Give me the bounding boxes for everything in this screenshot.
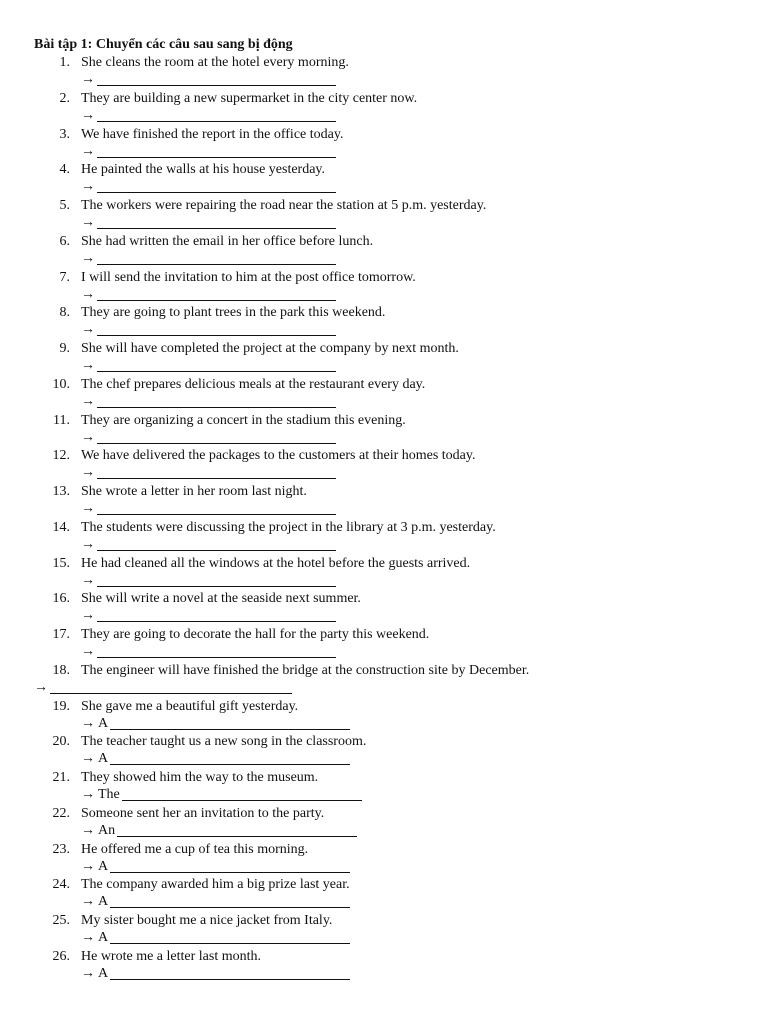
exercise-item bbox=[0, 520, 768, 556]
arrow-icon: → bbox=[81, 107, 95, 123]
answer-prefix: The bbox=[98, 787, 120, 802]
answer-line bbox=[81, 573, 336, 591]
answer-prefix: A bbox=[98, 965, 109, 981]
answer-blank[interactable] bbox=[97, 287, 336, 301]
answer-blank[interactable] bbox=[110, 716, 350, 730]
worksheet-title: Bài tập 1: Chuyển các câu sau sang bị động bbox=[34, 37, 293, 52]
exercise-item bbox=[0, 949, 768, 985]
exercise-item bbox=[0, 341, 768, 377]
arrow-icon: → bbox=[81, 429, 95, 445]
exercise-item bbox=[0, 699, 768, 735]
arrow-icon: → bbox=[81, 715, 95, 731]
item-number: 21. bbox=[52, 770, 70, 785]
item-sentence: The workers were repairing the road near the station at 5 p.m. yesterday. bbox=[81, 198, 487, 213]
arrow-icon: → bbox=[81, 322, 95, 338]
answer-blank[interactable] bbox=[97, 144, 336, 158]
exercise-item bbox=[0, 448, 768, 484]
exercise-item bbox=[0, 270, 768, 306]
answer-blank[interactable] bbox=[97, 608, 336, 622]
arrow-icon: → bbox=[81, 787, 95, 802]
arrow-icon: → bbox=[81, 572, 95, 588]
item-sentence: They are going to decorate the hall for the party this weekend. bbox=[81, 627, 430, 642]
answer-blank[interactable] bbox=[97, 358, 336, 372]
exercise-item bbox=[0, 162, 768, 198]
item-number: 22. bbox=[52, 805, 70, 821]
arrow-icon: → bbox=[81, 393, 95, 409]
answer-line bbox=[81, 144, 336, 162]
exercise-item bbox=[0, 305, 768, 341]
item-number: 25. bbox=[52, 913, 70, 928]
exercise-item bbox=[0, 842, 768, 878]
item-sentence: He offered me a cup of tea this morning. bbox=[81, 841, 309, 857]
answer-blank[interactable] bbox=[117, 823, 357, 837]
item-sentence: He wrote me a letter last month. bbox=[81, 948, 261, 964]
item-number: 2. bbox=[59, 90, 70, 106]
item-number: 13. bbox=[52, 484, 70, 499]
arrow-icon: → bbox=[81, 358, 95, 373]
arrow-icon: → bbox=[81, 608, 95, 624]
item-number: 6. bbox=[59, 233, 70, 249]
answer-line bbox=[81, 287, 336, 305]
arrow-icon: → bbox=[81, 930, 95, 945]
item-number: 20. bbox=[52, 734, 70, 750]
item-sentence: They are building a new supermarket in the city center now. bbox=[81, 90, 418, 106]
arrow-icon: → bbox=[81, 72, 95, 87]
answer-blank[interactable] bbox=[97, 322, 336, 336]
item-sentence: She cleans the room at the hotel every morning. bbox=[81, 55, 349, 70]
answer-line bbox=[81, 322, 336, 340]
arrow-icon: → bbox=[81, 822, 95, 838]
answer-blank[interactable] bbox=[97, 465, 336, 479]
item-number: 9. bbox=[59, 341, 70, 356]
item-number: 23. bbox=[52, 841, 70, 857]
item-sentence: Someone sent her an invitation to the party. bbox=[81, 805, 325, 821]
item-sentence: I will send the invitation to him at the post office tomorrow. bbox=[81, 269, 416, 285]
item-number: 4. bbox=[59, 162, 70, 178]
item-number: 3. bbox=[59, 126, 70, 142]
item-number: 16. bbox=[52, 591, 70, 607]
arrow-icon: → bbox=[81, 536, 95, 552]
arrow-icon: → bbox=[81, 215, 95, 230]
answer-line bbox=[81, 608, 336, 626]
answer-line bbox=[81, 465, 336, 483]
item-number: 12. bbox=[52, 448, 70, 464]
answer-blank[interactable] bbox=[50, 680, 292, 694]
answer-blank[interactable] bbox=[97, 573, 336, 587]
exercise-item bbox=[0, 770, 768, 806]
item-sentence: The company awarded him a big prize last year. bbox=[81, 877, 350, 893]
item-number: 18. bbox=[52, 662, 70, 678]
answer-line bbox=[81, 787, 362, 805]
answer-line bbox=[81, 930, 350, 948]
item-number: 17. bbox=[52, 627, 70, 642]
answer-prefix: A bbox=[98, 858, 109, 874]
answer-blank[interactable] bbox=[110, 859, 350, 873]
item-number: 19. bbox=[52, 698, 70, 714]
arrow-icon: → bbox=[81, 501, 95, 516]
item-number: 11. bbox=[53, 412, 70, 428]
answer-line bbox=[81, 859, 350, 877]
exercise-item bbox=[0, 734, 768, 770]
item-number: 1. bbox=[59, 55, 70, 70]
arrow-icon: → bbox=[81, 858, 95, 874]
item-sentence: She gave me a beautiful gift yesterday. bbox=[81, 698, 299, 714]
exercise-item bbox=[0, 591, 768, 627]
answer-line bbox=[81, 644, 336, 662]
answer-line bbox=[34, 680, 292, 698]
answer-blank[interactable] bbox=[97, 108, 336, 122]
exercise-item bbox=[0, 556, 768, 592]
answer-blank[interactable] bbox=[122, 787, 362, 801]
item-sentence: The engineer will have finished the bridge at the construction site by December. bbox=[81, 662, 530, 678]
item-sentence: The chef prepares delicious meals at the restaurant every day. bbox=[81, 376, 426, 392]
item-sentence: He had cleaned all the windows at the hotel before the guests arrived. bbox=[81, 555, 471, 571]
answer-line bbox=[81, 430, 336, 448]
answer-blank[interactable] bbox=[97, 251, 336, 265]
item-number: 15. bbox=[52, 555, 70, 571]
answer-blank[interactable] bbox=[97, 394, 336, 408]
answer-blank[interactable] bbox=[97, 215, 336, 229]
answer-blank[interactable] bbox=[97, 430, 336, 444]
answer-blank[interactable] bbox=[97, 537, 336, 551]
answer-line bbox=[81, 358, 336, 376]
item-number: 8. bbox=[59, 305, 70, 321]
answer-blank[interactable] bbox=[110, 751, 350, 765]
answer-line bbox=[81, 72, 336, 90]
item-sentence: They showed him the way to the museum. bbox=[81, 770, 319, 785]
answer-line bbox=[81, 716, 350, 734]
exercise-item bbox=[0, 663, 768, 699]
item-number: 7. bbox=[59, 269, 70, 285]
answer-line bbox=[81, 394, 336, 412]
item-sentence: The teacher taught us a new song in the classroom. bbox=[81, 734, 367, 750]
item-number: 5. bbox=[59, 198, 70, 213]
item-sentence: They are organizing a concert in the stadium this evening. bbox=[81, 412, 406, 428]
answer-line bbox=[81, 751, 350, 769]
exercise-item bbox=[0, 91, 768, 127]
exercise-item bbox=[0, 55, 768, 91]
exercise-item bbox=[0, 913, 768, 949]
answer-prefix: A bbox=[98, 930, 109, 945]
exercise-item bbox=[0, 127, 768, 163]
item-sentence: She wrote a letter in her room last night. bbox=[81, 484, 307, 499]
answer-line bbox=[81, 215, 336, 233]
arrow-icon: → bbox=[81, 751, 95, 767]
exercise-item bbox=[0, 877, 768, 913]
item-sentence: She will write a novel at the seaside next summer. bbox=[81, 591, 361, 607]
item-number: 24. bbox=[52, 877, 70, 893]
answer-blank[interactable] bbox=[97, 644, 336, 658]
arrow-icon: → bbox=[81, 465, 95, 481]
answer-prefix: An bbox=[98, 822, 116, 838]
arrow-icon: → bbox=[81, 250, 95, 266]
arrow-icon: → bbox=[81, 644, 95, 659]
arrow-icon: → bbox=[81, 965, 95, 981]
exercise-item bbox=[0, 806, 768, 842]
arrow-icon: → bbox=[81, 143, 95, 159]
answer-blank[interactable] bbox=[97, 72, 336, 86]
arrow-icon: → bbox=[81, 894, 95, 910]
arrow-icon: → bbox=[34, 679, 48, 695]
item-sentence: We have delivered the packages to the customers at their homes today. bbox=[81, 448, 476, 464]
answer-blank[interactable] bbox=[110, 966, 350, 980]
item-number: 10. bbox=[52, 376, 70, 392]
exercise-item bbox=[0, 413, 768, 449]
exercise-item bbox=[0, 627, 768, 663]
item-sentence: They are going to plant trees in the park this weekend. bbox=[81, 305, 386, 321]
answer-blank[interactable] bbox=[110, 894, 350, 908]
exercise-item bbox=[0, 198, 768, 234]
exercise-item bbox=[0, 377, 768, 413]
exercise-item bbox=[0, 234, 768, 270]
item-sentence: He painted the walls at his house yesterday. bbox=[81, 162, 326, 178]
answer-line bbox=[81, 894, 350, 912]
arrow-icon: → bbox=[81, 179, 95, 195]
answer-prefix: A bbox=[98, 751, 109, 767]
answer-line bbox=[81, 823, 357, 841]
answer-line bbox=[81, 537, 336, 555]
answer-blank[interactable] bbox=[97, 501, 336, 515]
answer-blank[interactable] bbox=[110, 930, 350, 944]
item-sentence: My sister bought me a nice jacket from Italy. bbox=[81, 913, 333, 928]
item-number: 14. bbox=[52, 519, 70, 535]
item-sentence: She had written the email in her office before lunch. bbox=[81, 233, 374, 249]
answer-line bbox=[81, 108, 336, 126]
answer-prefix: A bbox=[98, 894, 109, 910]
exercise-item bbox=[0, 484, 768, 520]
answer-line bbox=[81, 179, 336, 197]
answer-blank[interactable] bbox=[97, 179, 336, 193]
arrow-icon: → bbox=[81, 286, 95, 302]
answer-line bbox=[81, 251, 336, 269]
answer-prefix: A bbox=[98, 715, 109, 731]
answer-line bbox=[81, 501, 336, 519]
item-sentence: She will have completed the project at the company by next month. bbox=[81, 341, 459, 356]
item-number: 26. bbox=[52, 948, 70, 964]
item-sentence: The students were discussing the project in the library at 3 p.m. yesterday. bbox=[81, 519, 496, 535]
answer-line bbox=[81, 966, 350, 984]
item-sentence: We have finished the report in the office today. bbox=[81, 126, 344, 142]
